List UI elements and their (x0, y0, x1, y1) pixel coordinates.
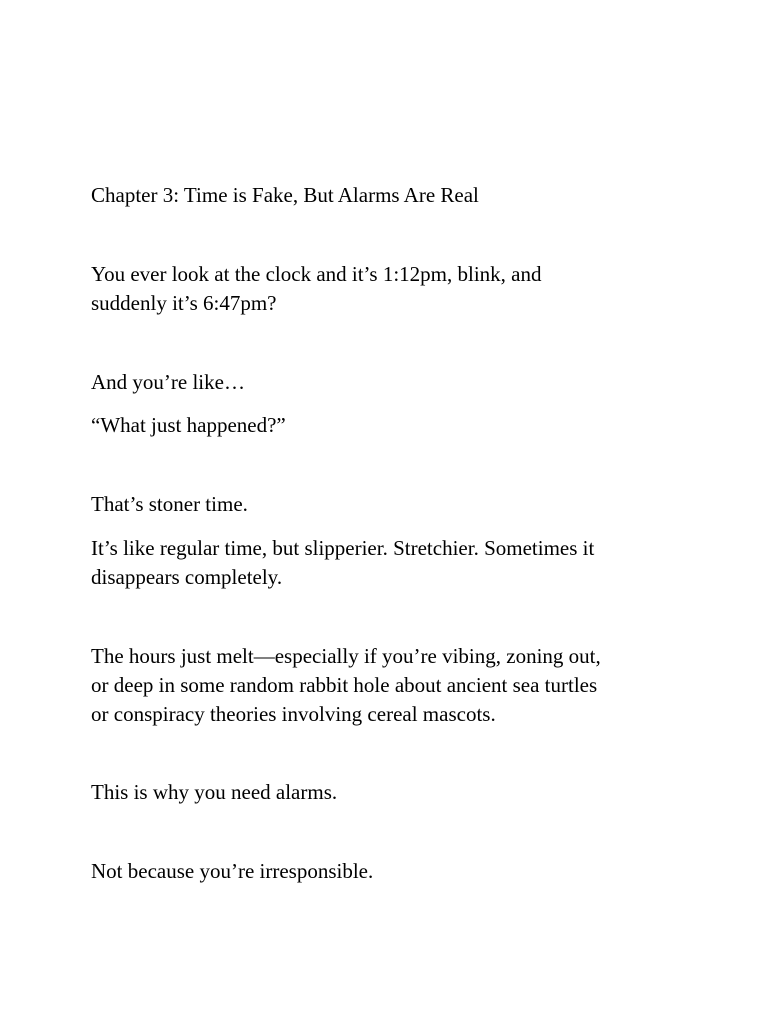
paragraph-line: It’s like regular time, but slipperier. Stretchier. Sometimes it (91, 536, 595, 560)
paragraph-line: “What just happened?” (91, 413, 286, 437)
chapter-title: Chapter 3: Time is Fake, But Alarms Are Real (91, 183, 479, 207)
paragraph-line: or deep in some random rabbit hole about ancient sea turtles (91, 673, 598, 697)
paragraph-line: This is why you need alarms. (91, 780, 338, 804)
paragraph-line: You ever look at the clock and it’s 1:12pm, blink, and (91, 262, 542, 286)
paragraph-line: That’s stoner time. (91, 492, 248, 516)
paragraph-line: And you’re like… (91, 370, 245, 394)
paragraph-line: disappears completely. (91, 565, 283, 589)
paragraph-line: Not because you’re irresponsible. (91, 859, 374, 883)
paragraph-line: The hours just melt—especially if you’re vibing, zoning out, (91, 644, 601, 668)
paragraph-line: suddenly it’s 6:47pm? (91, 291, 277, 315)
paragraph-line: or conspiracy theories involving cereal mascots. (91, 702, 496, 726)
